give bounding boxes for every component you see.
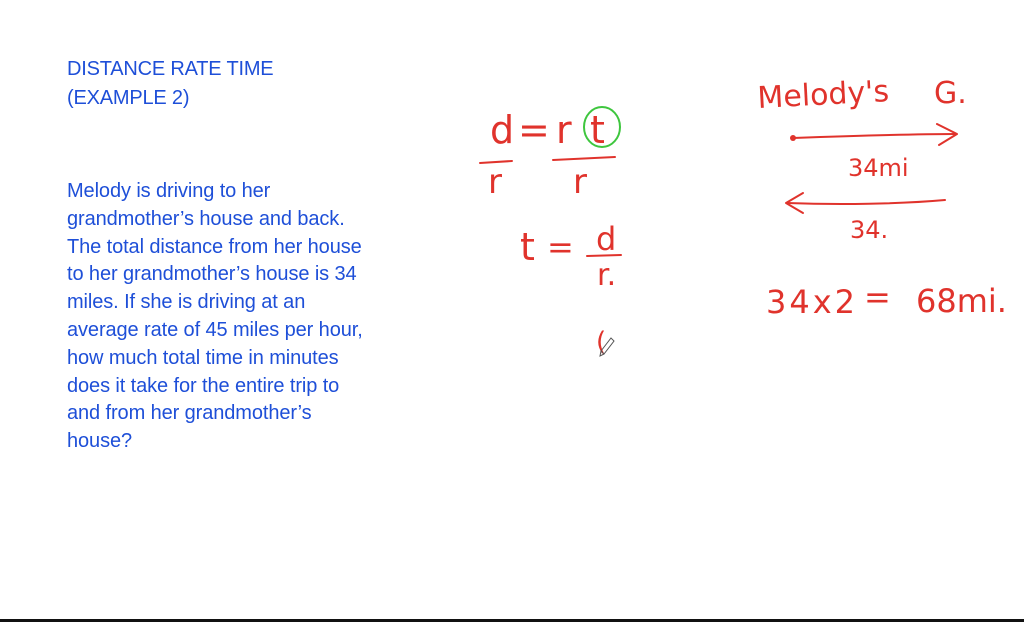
problem-line: miles. If she is driving at an: [67, 291, 306, 314]
forward-arrow: [793, 134, 955, 138]
return-arrow: [787, 200, 945, 204]
problem-line: house?: [67, 430, 133, 453]
formula-r: r: [556, 108, 572, 152]
solved-t: t: [520, 225, 535, 269]
problem-line: how much total time in minutes: [67, 346, 339, 369]
total-equals: =: [864, 278, 891, 316]
label-melodys: Melody's: [756, 74, 890, 116]
problem-line: to her grandmother’s house is 34: [67, 263, 357, 286]
solved-r: r.: [597, 258, 617, 293]
solved-equals: =: [547, 228, 574, 266]
formula-equals: =: [518, 108, 550, 152]
fraction-bar-right: [553, 157, 615, 160]
distance-forward: 34mi: [848, 154, 909, 182]
solved-d: d: [596, 220, 617, 258]
total-calculation: 34x2: [766, 283, 859, 321]
problem-line: grandmother’s house and back.: [67, 207, 345, 230]
formula-d: d: [490, 108, 515, 152]
partial-mark: (: [596, 327, 607, 357]
title-line-2: (EXAMPLE 2): [67, 87, 190, 109]
problem-line: Melody is driving to her: [67, 180, 271, 202]
problem-line: and from her grandmother’s: [67, 402, 312, 425]
problem-line: The total distance from her house: [67, 235, 362, 258]
formula-t: t: [590, 108, 605, 152]
distance-back: 34.: [850, 216, 889, 244]
denominator-r-left: r: [488, 162, 502, 202]
problem-line: does it take for the entire trip to: [67, 374, 340, 397]
solved-fraction-bar: [587, 255, 621, 256]
total-result: 68mi.: [916, 282, 1007, 320]
denominator-r-right: r: [573, 162, 587, 202]
label-grandmother: G.: [934, 76, 967, 111]
title-line-1: DISTANCE RATE TIME: [67, 58, 274, 80]
problem-line: average rate of 45 miles per hour,: [67, 318, 363, 341]
